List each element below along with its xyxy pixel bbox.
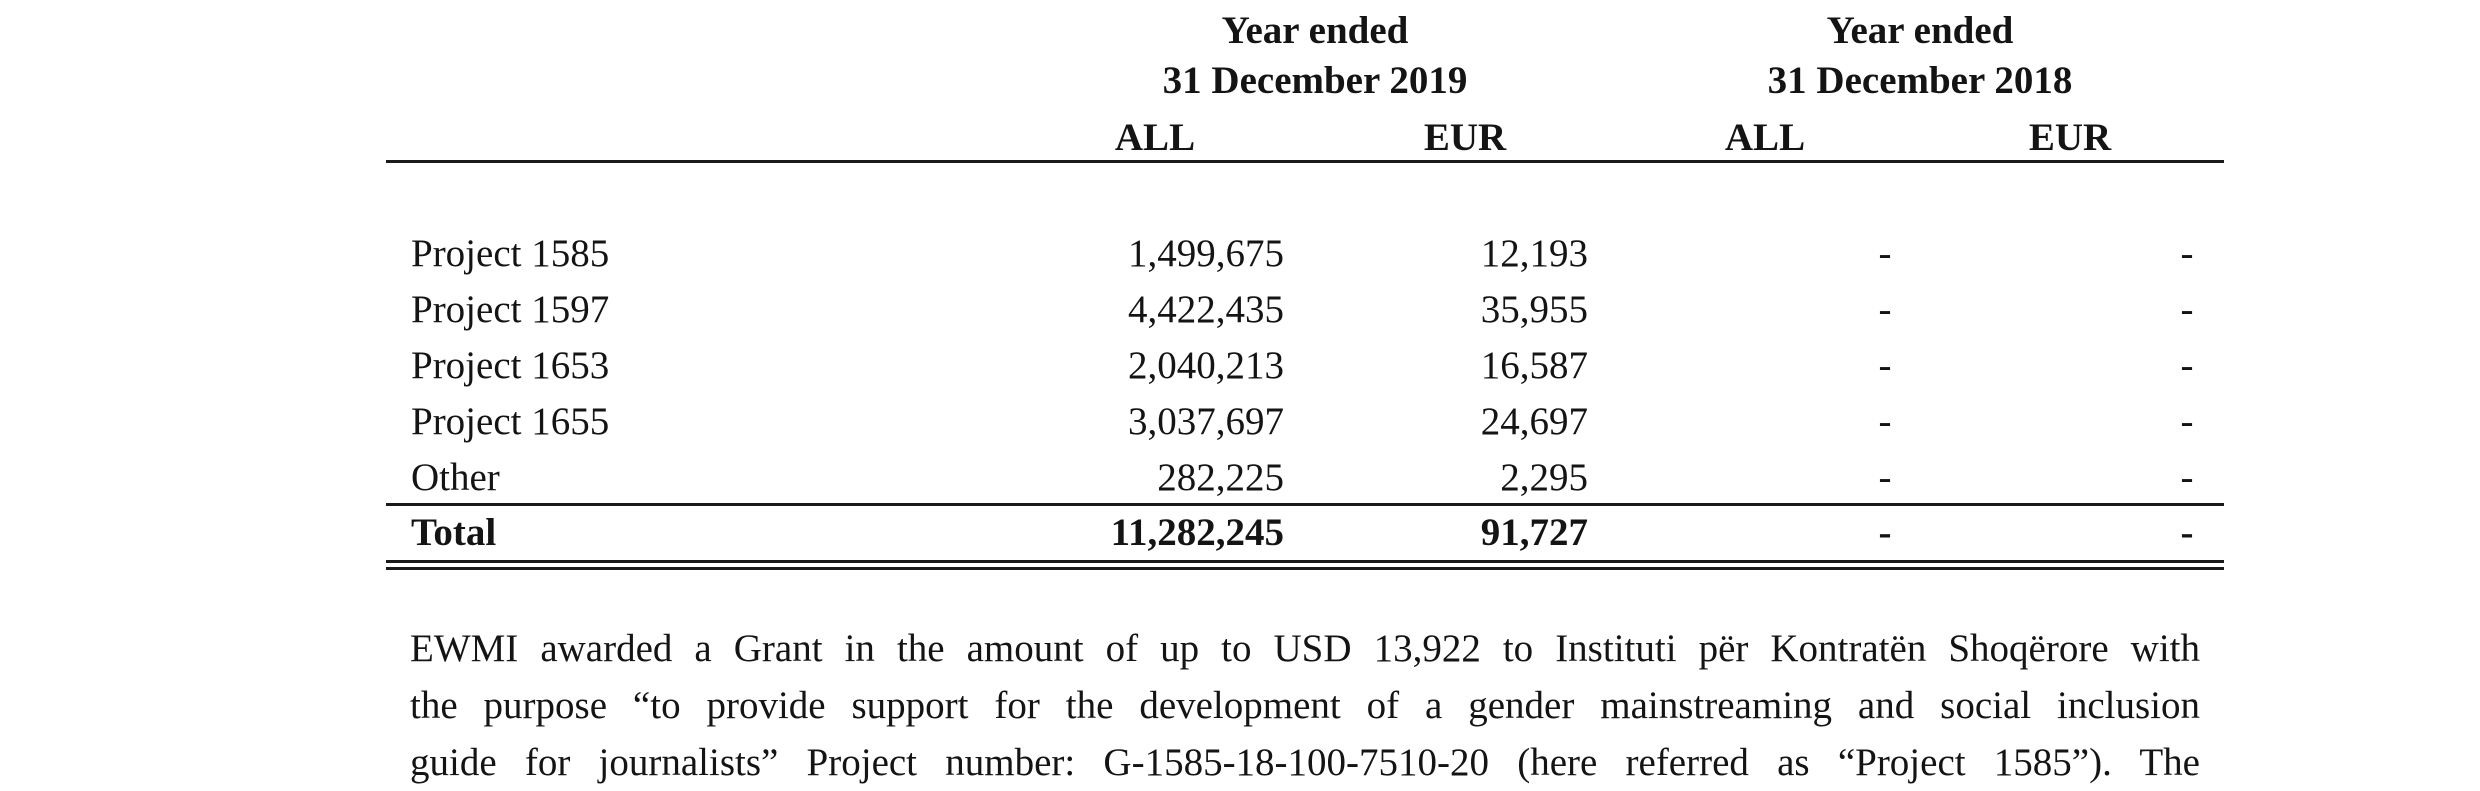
row-label: Other	[411, 456, 500, 499]
table-row	[0, 282, 2480, 338]
table-row	[0, 226, 2480, 282]
header-rule	[386, 160, 2224, 163]
row-all-2018: -	[1878, 400, 1892, 443]
row-all-2018: -	[1878, 456, 1892, 499]
total-eur-2018: -	[2180, 511, 2194, 554]
row-eur-2018: -	[2180, 232, 2194, 275]
total-double-rule-lower	[386, 567, 2224, 570]
row-all-2019: 2,040,213	[1128, 344, 1284, 387]
row-eur-2018: -	[2180, 400, 2194, 443]
total-all-2019: 11,282,245	[1110, 511, 1284, 554]
row-all-2019: 282,225	[1157, 456, 1284, 499]
row-eur-2018: -	[2180, 344, 2194, 387]
header-2018-line2: 31 December 2018	[1767, 59, 2073, 102]
row-all-2018: -	[1878, 232, 1892, 275]
column-header-all-2019: ALL	[1114, 116, 1196, 159]
total-label: Total	[411, 511, 497, 554]
total-row	[0, 505, 2480, 561]
total-eur-2019: 91,727	[1480, 511, 1588, 554]
column-header-eur-2018: EUR	[2028, 116, 2112, 159]
row-eur-2018: -	[2180, 456, 2194, 499]
column-header-all-2018: ALL	[1724, 116, 1806, 159]
row-label: Project 1655	[411, 400, 610, 443]
row-label: Project 1585	[411, 232, 610, 275]
header-2019-line1: Year ended	[1221, 9, 1409, 52]
row-eur-2019: 12,193	[1480, 232, 1588, 275]
paragraph-line-1: EWMI awarded a Grant in the amount of up to USD 13,922 to Instituti për Kontratën Shoqërore with	[410, 627, 2200, 670]
paragraph-line-3: guide for journalists” Project number: G-1585-18-100-7510-20 (here referred as “Project 1585”). The	[410, 741, 2200, 784]
row-all-2019: 1,499,675	[1128, 232, 1284, 275]
row-eur-2019: 2,295	[1500, 456, 1588, 499]
total-all-2018: -	[1878, 511, 1892, 554]
header-2019	[1100, 6, 1530, 106]
paragraph-line-2: the purpose “to provide support for the development of a gender mainstreaming and social inclusion	[410, 684, 2200, 727]
row-all-2018: -	[1878, 288, 1892, 331]
header-2018-line1: Year ended	[1826, 9, 2014, 52]
row-eur-2019: 16,587	[1480, 344, 1588, 387]
row-all-2019: 4,422,435	[1128, 288, 1284, 331]
row-label: Project 1653	[411, 344, 610, 387]
row-eur-2019: 24,697	[1480, 400, 1588, 443]
table-row	[0, 450, 2480, 506]
row-eur-2019: 35,955	[1480, 288, 1588, 331]
header-2018	[1700, 6, 2140, 106]
body-paragraph	[410, 620, 2200, 791]
table-row	[0, 394, 2480, 450]
row-label: Project 1597	[411, 288, 610, 331]
header-2019-line2: 31 December 2019	[1162, 59, 1468, 102]
row-eur-2018: -	[2180, 288, 2194, 331]
row-all-2018: -	[1878, 344, 1892, 387]
row-all-2019: 3,037,697	[1128, 400, 1284, 443]
column-header-eur-2019: EUR	[1423, 116, 1507, 159]
total-double-rule-upper	[386, 560, 2224, 563]
table-row	[0, 338, 2480, 394]
